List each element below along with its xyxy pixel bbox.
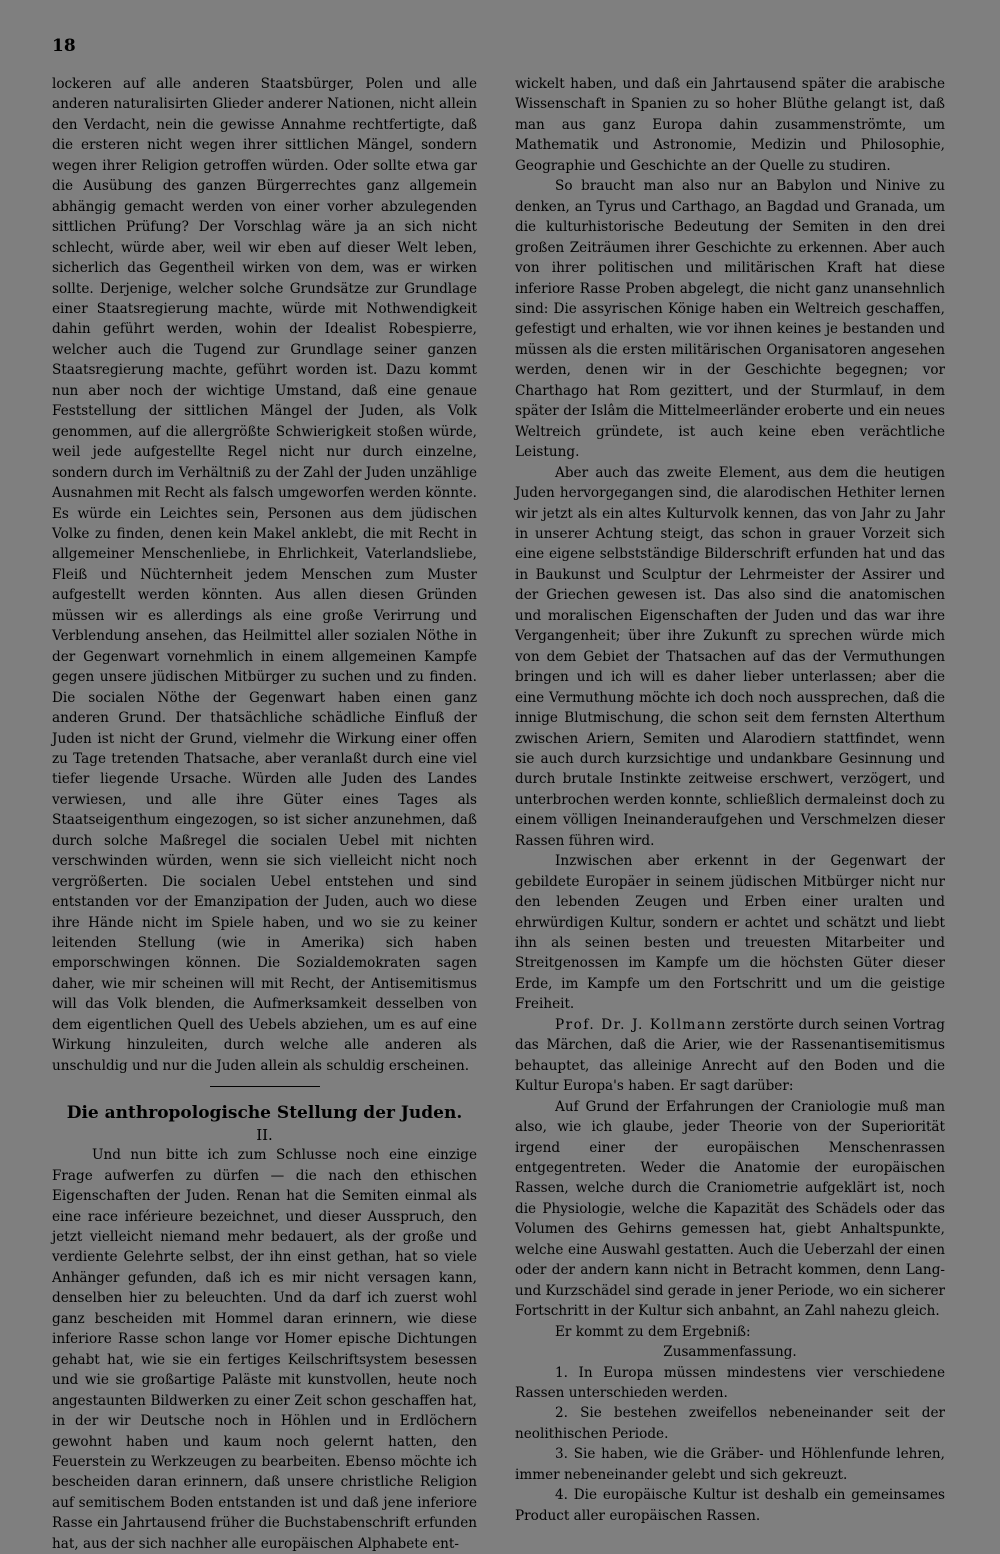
summary-item: 1. In Europa müssen mindestens vier verschiedene Rassen unterschieden werden. (515, 1364, 945, 1401)
summary-item: 3. Sie haben, wie die Gräber- und Höhlenfunde lehren, immer nebeneinander gelebt und sich gekreuzt. (515, 1446, 945, 1483)
paragraph: wickelt haben, und daß ein Jahrtausend später die arabische Wissenschaft in Spanien zu so hoher Blüthe gelangt ist, daß man aus ganz Europa dahin zusammenströmte, um Mathematik und Astronomie, Medizin und Philosophie, Geographie und Geschichte an der Quelle zu studiren. (515, 76, 945, 174)
paragraph-text: zerstörte durch seinen Vortrag das Märchen, daß die Arier, wie der Rassenantisemitismus behauptet, das alleinige Anrecht auf den Boden und die Kultur Europa's haben. Er sagt darüber: (515, 1016, 945, 1095)
paragraph: Er kommt zu dem Ergebniß: (555, 1323, 751, 1340)
paragraph: Inzwischen aber erkennt in der Gegenwart der gebildete Europäer in seinem jüdischen Mitbürger nicht nur den lebenden Zeugen und Erben einer uralten und ehrwürdigen Kultur, sondern er achtet und schätzt und liebt ihn als seinen besten und treuesten Mitarbeiter und Streitgenossen im Kampfe um die höchsten Güter dieser Erde, im Kampfe um den Fortschritt und um die geistige Freiheit. (515, 853, 945, 1013)
paragraph: Aber auch das zweite Element, aus dem die heutigen Juden hervorgegangen sind, die alarodischen Hethiter lernen wir jetzt als ein altes Kulturvolk kennen, das von Jahr zu Jahr in unserer Achtung steigt, das schon in grauer Vorzeit sich eine eigene selbstständige Bilderschrift erfunden hat und das in Baukunst und Sculptur der Lehrmeister der Assirer und der Griechen gewesen ist. Das also sind die anatomischen und moralischen Eigenschaften der Juden und das war ihre Vergangenheit; über ihre Zukunft zu sprechen würde mich von dem Gebiet der Thatsachen auf das der Vermuthungen bringen und ich will es daher lieber unterlassen; aber die eine Vermuthung möchte ich doch noch aussprechen, daß die innige Blutmischung, die schon seit dem fernsten Alterthum zwischen Ariern, Semiten und Alarodiern stattfindet, wenn sie auch durch kurzsichtige und undankbare Gesinnung und durch brutale Instinkte zeitweise erschwert, verzögert, und unterbrochen werden konnte, schließlich dermaleinst doch zu einem völligen Ineinanderaufgehen und Verschmelzen dieser Rassen führen wird. (515, 464, 945, 849)
summary-title: Zusammenfassung. (663, 1344, 797, 1361)
page-number: 18 (52, 36, 76, 56)
paragraph (515, 1015, 945, 1097)
paragraph: lockeren auf alle anderen Staatsbürger, Polen und alle anderen naturalisirten Glieder anderer Nationen, nicht allein den Verdacht, nein die gewisse Annahme rechtfertigte, daß die ersteren nicht wegen ihrer sittlichen Mängel, sondern wegen ihrer Religion getroffen würden. Oder sollte etwa gar die Ausübung des ganzen Bürgerrechtes ganz allgemein abhängig gemacht werden von einer vorher abzulegenden sittlichen Prüfung? Der Vorschlag wäre ja an sich nicht schlecht, würde aber, weil wir eben auf dieser Welt leben, sicherlich das Gegentheil wirken von dem, was er wirken sollte. Derjenige, welcher solche Grundsätze zur Grundlage einer Staatsregierung machte, würde mit Nothwendigkeit dahin geführt werden, wohin der Idealist Robespierre, welcher auch die Tugend zur Grundlage seiner ganzen Staatsregierung machte, geführt worden ist. Dazu kommt nun aber noch der wichtige Umstand, daß eine genaue Feststellung der sittlichen Mängel der Juden, als Volk genommen, auf die allergrößte Schwierigkeit stoßen würde, weil jede aufgestellte Regel nicht nur durch einzelne, sondern durch im Verhältniß zu der Zahl der Juden unzählige Ausnahmen mit Recht als falsch umgeworfen werden könnte. Es würde ein Leichtes sein, Personen aus dem jüdischen Volke zu finden, denen kein Makel anklebt, die mit Recht in allgemeiner Menschenliebe, in Ehrlichkeit, Vaterlandsliebe, Fleiß und Nüchternheit jedem Menschen zum Muster aufgestellt werden könnten. Aus allen diesen Gründen müssen wir es allerdings als eine große Verirrung und Verblendung ansehen, das Heilmittel aller sozialen Nöthe in der Gegenwart vornehmlich in einem allgemeinen Kampfe gegen unsere jüdischen Mitbürger zu suchen und zu finden. Die socialen Nöthe der Gegenwart haben einen ganz anderen Grund. Der thatsächliche schädliche Einfluß der Juden ist nicht der Grund, vielmehr die Wirkung einer offen zu Tage tretenden Thatsache, aber veranlaßt durch eine viel tiefer liegende Ursache. Würden alle Juden des Landes verwiesen, und alle ihre Güter eines Tages als Staatseigenthum eingezogen, so ist sicher anzunehmen, daß durch solche Maßregel die socialen Uebel mit nichten verschwinden würden, wenn sie sich vielleicht nicht noch vergrößerten. Die socialen Uebel entstehen und sind entstanden vor der Emanzipation der Juden, auch wo diese ihre Hände nicht im Spiele haben, und wo sie zu keiner leitenden Stellung (wie in Amerika) sich haben emporschwingen können. Die Sozialdemokraten sagen daher, wie mir scheinen will mit Recht, der Antisemitismus will das Volk blenden, die Aufmerksamkeit desselben von dem eigentlichen Quell des Uebels abziehen, um es auf eine Wirkung hinzuleiten, durch welche alle anderen als unschuldig und nur die Juden allein als schuldig erscheinen. (52, 76, 477, 1074)
article-heading: Die anthropologische Stellung der Juden. (66, 1103, 463, 1124)
paragraph: So braucht man also nur an Babylon und Ninive zu denken, an Tyrus und Carthago, an Bagdad und Granada, um die kulturhistorische Bedeutung der Semiten in den drei großen Zeiträumen ihrer Geschichte zu erkennen. Aber auch von ihrer politischen und militärischen Kraft hat diese inferiore Rasse Proben abgelegt, die nicht ganz unansehnlich sind: Die assyrischen Könige haben ein Weltreich geschaffen, gefestigt und erhalten, wie vor ihnen keines je bestanden und müssen als die ersten militärischen Organisatoren angesehen werden, denen wir in der Geschichte begegnen; vor Charthago hat Rom gezittert, und der Sturmlauf, in dem später der Islâm die Mittelmeerländer eroberte und ein neues Weltreich gründete, ist auch keine eben verächtliche Leistung. (515, 178, 945, 461)
right-column (515, 74, 945, 1526)
left-column (52, 74, 477, 1554)
summary-item: 2. Sie bestehen zweifellos nebeneinander seit der neolithischen Periode. (515, 1405, 945, 1442)
paragraph: Auf Grund der Erfahrungen der Craniologie muß man also, wie ich glaube, jeder Theorie von der Superiorität irgend einer der europäischen Menschenrassen entgegentreten. Weder die Anatomie der europäischen Rassen, welche durch die Craniometrie aufgeklärt ist, noch die Physiologie, welche die Kapazität des Schädels oder das Volumen des Gehirns gemessen hat, giebt Anhaltspunkte, welche eine Auswahl gestatten. Auch die Ueberzahl der einen oder der andern kann nicht in Betracht kommen, denn Lang- und Kurzschädel sind gerade in jener Periode, wo ein sicherer Fortschritt in der Kultur sich anbahnt, an Zahl nahezu gleich. (515, 1098, 945, 1320)
article-part-number: II. (256, 1126, 273, 1145)
section-divider (210, 1086, 320, 1087)
summary-item: 4. Die europäische Kultur ist deshalb ein gemeinsames Product aller europäischen Rassen. (515, 1487, 945, 1524)
paragraph: Und nun bitte ich zum Schlusse noch eine einzige Frage aufwerfen zu dürfen — die nach den ethischen Eigenschaften der Juden. Renan hat die Semiten einmal als eine race inférieure bezeichnet, und dieser Ausspruch, den jetzt vielleicht niemand mehr bedauert, als der große und verdiente Gelehrte selbst, der ihn einst gethan, hat so viele Anhänger gefunden, daß ich es mir nicht versagen kann, denselben hier zu beleuchten. Und da darf ich zuerst wohl ganz bescheiden mit Hommel daran erinnern, wie diese inferiore Rasse schon lange vor Homer epische Dichtungen gehabt hat, wie sie ein fertiges Keilschriftsystem besessen und wie sie großartige Paläste mit kunstvollen, heute noch angestaunten Bildwerken zu einer Zeit schon geschaffen hat, in der wir Deutsche noch in Höhlen und in Erdlöchern gewohnt haben und kaum noch gelernt hatten, den Feuerstein zu Werkzeugen zu bearbeiten. Ebenso möchte ich bescheiden daran erinnern, daß unsere christliche Religion auf semitischem Boden entstanden ist und daß jene inferiore Rasse ein Jahrtausend früher die Buchstabenschrift erfunden hat, aus der sich nachher alle europäischen Alphabete ent- (52, 1147, 477, 1552)
author-name: Prof. Dr. J. Kollmann (555, 1016, 728, 1033)
